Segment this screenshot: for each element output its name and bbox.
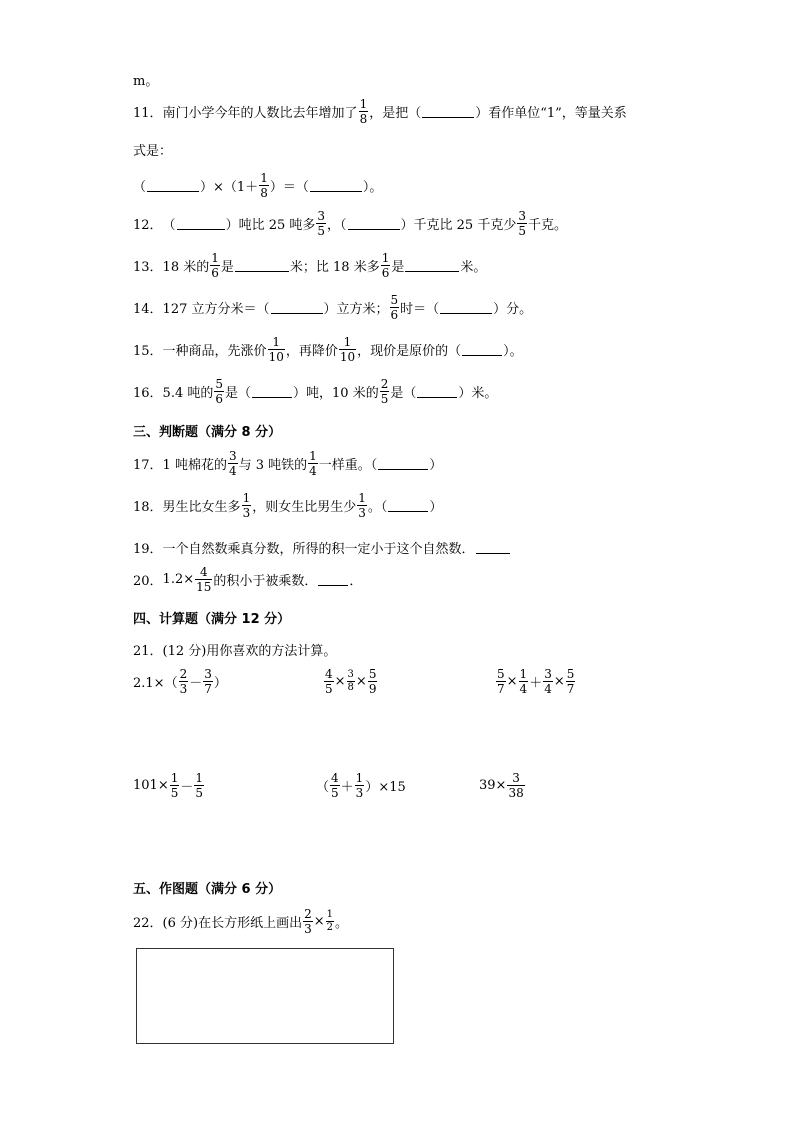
question-16 — [133, 378, 497, 405]
q-num: 12． — [133, 218, 163, 233]
numerator: 3 — [204, 667, 212, 681]
fraction — [543, 668, 553, 695]
q-text: 127 立方分米＝（ — [162, 302, 270, 317]
answer-blank[interactable] — [476, 541, 510, 554]
numerator: 5 — [566, 667, 575, 681]
q-text: ）千克比 25 千克少 — [400, 218, 517, 233]
numerator: 3 — [518, 209, 526, 223]
numerator: 1 — [359, 97, 368, 111]
fraction — [210, 252, 220, 279]
fraction — [330, 772, 340, 799]
section-4-heading — [133, 608, 290, 627]
denominator: 4 — [544, 682, 552, 696]
question-11 — [133, 98, 627, 125]
answer-blank[interactable] — [147, 179, 199, 192]
numerator: 1 — [358, 491, 366, 505]
q-text: 的积小于被乘数． — [213, 574, 318, 589]
answer-blank[interactable] — [310, 179, 362, 192]
denominator: 7 — [204, 682, 212, 696]
top-fragment — [133, 70, 158, 89]
denominator: 2 — [326, 922, 334, 933]
denominator: 15 — [196, 580, 212, 594]
q-text: ，是把（ — [369, 106, 422, 121]
q-text: 一样重。（ — [318, 458, 378, 473]
fraction — [496, 668, 506, 695]
question-12 — [133, 210, 567, 237]
fraction — [380, 378, 390, 405]
numerator: 1 — [326, 909, 334, 920]
q-num: 16． — [133, 386, 163, 401]
drawing-rectangle[interactable] — [136, 948, 394, 1044]
numerator: 3 — [228, 449, 237, 463]
q-text: 米；比 18 米多 — [289, 260, 380, 275]
calc-op: × — [334, 674, 346, 689]
fraction — [326, 910, 334, 933]
denominator: 4 — [309, 464, 317, 478]
numerator: 1 — [260, 171, 268, 185]
numerator: 3 — [347, 669, 354, 680]
q-text: 男生比女生多 — [162, 500, 241, 515]
fraction — [381, 252, 391, 279]
fraction — [228, 450, 238, 477]
fraction — [507, 772, 524, 799]
q-num: 14． — [133, 302, 163, 317]
calc-op: ＋ — [340, 780, 354, 795]
answer-blank[interactable] — [177, 217, 225, 230]
q-text: ）吨，10 米的 — [293, 386, 379, 401]
q-text: (12 分)用你喜欢的方法计算。 — [162, 644, 337, 659]
question-13 — [133, 252, 486, 279]
numerator: 1 — [343, 335, 352, 349]
fraction — [519, 668, 529, 695]
numerator: 2 — [304, 907, 312, 921]
denominator: 5 — [195, 786, 204, 800]
q-text: 一种商品，先涨价 — [162, 344, 267, 359]
fragment-text: m。 — [133, 74, 159, 89]
q-text: 是（ — [390, 386, 417, 401]
calc-op: － — [180, 780, 194, 795]
numerator: 4 — [331, 771, 339, 785]
calc-item-6 — [479, 772, 526, 799]
question-14 — [133, 294, 532, 321]
calc-op: × — [313, 914, 325, 929]
answer-blank[interactable] — [318, 573, 348, 586]
answer-blank[interactable] — [252, 385, 292, 398]
denominator: 5 — [170, 786, 179, 800]
q-text: 千克。 — [527, 218, 567, 233]
numerator: 1 — [242, 491, 251, 505]
q-text: ，再降价 — [285, 344, 338, 359]
denominator: 8 — [347, 682, 354, 693]
fraction — [259, 172, 269, 199]
q-num: 22． — [133, 916, 163, 931]
fraction — [355, 772, 365, 799]
numerator: 5 — [368, 667, 377, 681]
q-text: ）米。 — [458, 386, 498, 401]
q-text: ） — [429, 458, 443, 473]
fraction — [268, 336, 285, 363]
denominator: 6 — [215, 392, 223, 406]
numerator: 5 — [497, 667, 505, 681]
q-text: ）＝（ — [269, 180, 309, 195]
question-11-line2 — [133, 140, 172, 159]
numerator: 4 — [199, 565, 208, 579]
denominator: 10 — [339, 350, 356, 364]
question-22 — [133, 908, 348, 935]
denominator: 10 — [268, 350, 284, 364]
numerator: 1 — [170, 771, 179, 785]
q-text: 是 — [391, 260, 405, 275]
question-21 — [133, 640, 336, 659]
answer-blank[interactable] — [417, 385, 457, 398]
q-text: （ — [162, 218, 176, 233]
q-text: ，则女生比男生少 — [252, 500, 357, 515]
q-text: 米。 — [460, 260, 487, 275]
q-text: 。 — [335, 916, 349, 931]
q-text: ，现价是原价的（ — [357, 344, 462, 359]
denominator: 6 — [211, 266, 219, 280]
answer-blank[interactable] — [388, 499, 428, 512]
q-text: ）吨比 25 吨多 — [225, 218, 316, 233]
q-text: ）×（1＋ — [200, 180, 259, 195]
fraction — [170, 772, 180, 799]
denominator: 3 — [242, 506, 251, 520]
denominator: 3 — [358, 506, 366, 520]
fraction — [194, 772, 204, 799]
q-num: 15． — [133, 344, 163, 359]
calc-item-4 — [133, 772, 205, 799]
fraction — [390, 294, 400, 321]
q-text: 一个自然数乘真分数，所得的积一定小于这个自然数． — [162, 542, 475, 557]
numerator: 3 — [512, 771, 520, 785]
answer-blank[interactable] — [462, 343, 502, 356]
q-text: 1 吨棉花的 — [162, 458, 227, 473]
q-num: 20． — [133, 574, 163, 589]
fraction — [357, 492, 367, 519]
q-text: ，（ — [327, 218, 347, 233]
denominator: 8 — [260, 186, 268, 200]
numerator: 1 — [519, 667, 528, 681]
numerator: 2 — [380, 377, 389, 391]
denominator: 7 — [497, 682, 505, 696]
question-18 — [133, 492, 442, 519]
q-text: 时＝（ — [400, 302, 440, 317]
denominator: 38 — [508, 786, 524, 800]
q-num: 17． — [133, 458, 163, 473]
denominator: 3 — [304, 922, 312, 936]
calc-text: （ — [316, 780, 330, 795]
calc-item-2 — [323, 668, 378, 695]
numerator: 1 — [355, 771, 364, 785]
answer-blank[interactable] — [271, 301, 323, 314]
question-15 — [133, 336, 523, 363]
fraction — [566, 668, 576, 695]
calc-op: × — [355, 674, 367, 689]
calc-text: 39× — [479, 778, 507, 793]
fraction — [368, 668, 378, 695]
denominator: 5 — [518, 224, 526, 238]
q-num: 21． — [133, 644, 163, 659]
numerator: 3 — [317, 209, 326, 223]
answer-blank[interactable] — [440, 301, 492, 314]
denominator: 7 — [566, 682, 575, 696]
fraction — [242, 492, 252, 519]
section-5-heading — [133, 878, 281, 897]
answer-blank[interactable] — [235, 259, 289, 272]
calc-text: ）×15 — [365, 780, 406, 795]
section-3-heading — [133, 421, 281, 440]
q-text: 是（ — [225, 386, 252, 401]
q-text: ）看作单位“1”，等量关系 — [475, 106, 627, 121]
denominator: 3 — [179, 682, 188, 696]
fraction — [308, 450, 318, 477]
answer-blank[interactable] — [378, 457, 428, 470]
denominator: 3 — [355, 786, 364, 800]
numerator: 1 — [309, 449, 317, 463]
fraction — [324, 668, 334, 695]
fraction — [359, 98, 369, 125]
question-11-equation — [133, 172, 382, 199]
denominator: 8 — [359, 112, 368, 126]
question-19 — [133, 538, 511, 557]
numerator: 3 — [544, 667, 552, 681]
numerator: 1 — [272, 335, 281, 349]
fraction — [517, 210, 527, 237]
q-text: ）立方米； — [323, 302, 389, 317]
q-text: 1.2× — [162, 572, 195, 587]
q-text: (6 分)在长方形纸上画出 — [162, 916, 303, 931]
denominator: 5 — [325, 682, 333, 696]
calc-text: ） — [213, 676, 227, 691]
numerator: 1 — [195, 771, 204, 785]
q-text: 与 3 吨铁的 — [238, 458, 308, 473]
q-text: 。（ — [367, 500, 388, 515]
q-text: （ — [133, 180, 147, 195]
q-num: 13． — [133, 260, 163, 275]
calc-op: × — [553, 674, 565, 689]
q-text: 5.4 吨的 — [162, 386, 214, 401]
numerator: 4 — [325, 667, 333, 681]
answer-blank[interactable] — [405, 259, 459, 272]
denominator: 5 — [331, 786, 339, 800]
q-num: 18． — [133, 500, 163, 515]
question-20 — [133, 566, 362, 593]
calc-text: 2.1×（ — [133, 676, 178, 691]
calc-item-5 — [316, 772, 406, 799]
q-text: 南门小学今年的人数比去年增加了 — [162, 106, 358, 121]
denominator: 4 — [519, 682, 528, 696]
fraction — [347, 670, 355, 693]
question-17 — [133, 450, 442, 477]
calc-op: × — [506, 674, 518, 689]
denominator: 9 — [368, 682, 377, 696]
section-title: 三、判断题（满分 8 分） — [133, 425, 282, 440]
fraction — [203, 668, 213, 695]
numerator: 2 — [179, 667, 188, 681]
denominator: 6 — [381, 266, 390, 280]
numerator: 1 — [381, 251, 390, 265]
calc-op: ＋ — [529, 676, 543, 691]
q-text: ． — [349, 574, 363, 589]
fraction — [179, 668, 189, 695]
numerator: 1 — [211, 251, 219, 265]
q-text: ）。 — [503, 344, 523, 359]
calc-op: － — [189, 676, 203, 691]
q-text: 是 — [220, 260, 234, 275]
q-text: ）。 — [362, 180, 383, 195]
fraction — [195, 566, 212, 593]
denominator: 5 — [317, 224, 326, 238]
q-num: 11． — [133, 106, 163, 121]
answer-blank[interactable] — [422, 105, 474, 118]
calc-item-3 — [495, 668, 576, 695]
q-text: 式是： — [133, 144, 173, 159]
fraction — [214, 378, 224, 405]
numerator: 5 — [215, 377, 223, 391]
fraction — [316, 210, 326, 237]
q-num: 19． — [133, 542, 163, 557]
fraction — [303, 908, 313, 935]
q-text: ） — [429, 500, 443, 515]
q-text: ）分。 — [493, 302, 533, 317]
numerator: 5 — [390, 293, 399, 307]
calc-text: 101× — [133, 778, 169, 793]
answer-blank[interactable] — [348, 217, 400, 230]
denominator: 6 — [390, 308, 399, 322]
fraction — [339, 336, 356, 363]
denominator: 4 — [228, 464, 237, 478]
calc-item-1 — [133, 668, 227, 695]
section-title: 四、计算题（满分 12 分） — [133, 612, 291, 627]
q-text: 18 米的 — [162, 260, 210, 275]
section-title: 五、作图题（满分 6 分） — [133, 882, 282, 897]
denominator: 5 — [380, 392, 389, 406]
